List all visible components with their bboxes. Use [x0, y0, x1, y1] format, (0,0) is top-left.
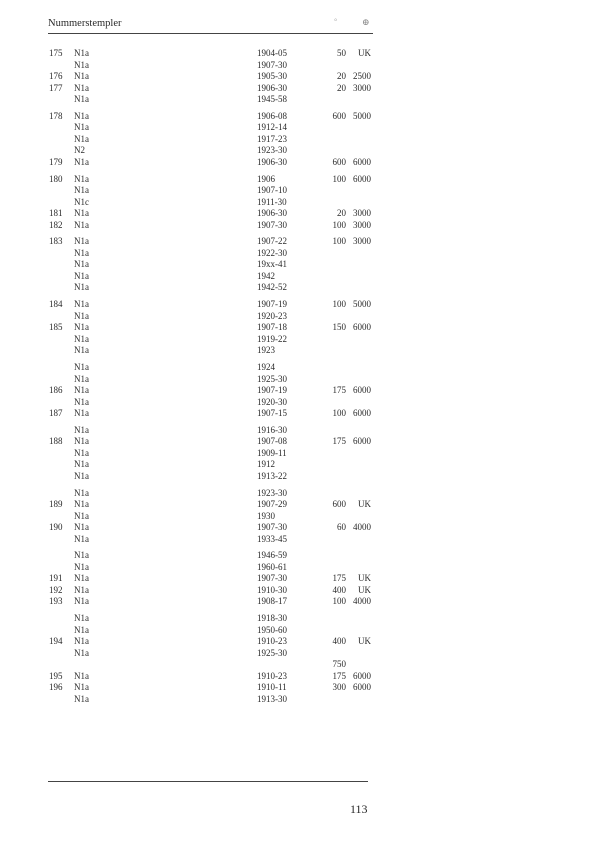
table-row: [0, 408, 595, 419]
stamp-type: N1a: [74, 82, 89, 93]
years-in-use: 1906-30: [257, 156, 287, 167]
stamp-number: 195: [49, 670, 63, 681]
stamp-number: 178: [49, 110, 63, 121]
price-loose: 100: [332, 299, 346, 310]
stamp-type: N1a: [74, 550, 89, 561]
price-cover: UK: [358, 573, 371, 584]
price-loose: 100: [332, 236, 346, 247]
price-cover: 6000: [353, 436, 371, 447]
table-row: [0, 471, 595, 482]
years-in-use: 19xx-41: [257, 259, 287, 270]
table-row: [0, 48, 595, 59]
table-row: [0, 550, 595, 561]
stamp-type: N1a: [74, 345, 89, 356]
stamp-type: N1a: [74, 133, 89, 144]
stamp-number: 194: [49, 636, 63, 647]
stamp-number: 188: [49, 436, 63, 447]
table-row: [0, 459, 595, 470]
table-row: [0, 122, 595, 133]
price-loose: 175: [332, 573, 346, 584]
years-in-use: 1923: [257, 345, 275, 356]
table-row: [0, 648, 595, 659]
stamp-type: N1a: [74, 533, 89, 544]
table-row: [0, 83, 595, 94]
years-in-use: 1905-30: [257, 71, 287, 81]
stamp-type: N1a: [74, 499, 89, 510]
years-in-use: 1913-22: [257, 470, 287, 481]
table-row: [0, 511, 595, 522]
stamp-type: N1a: [74, 408, 89, 418]
table-row: [0, 613, 595, 624]
stamp-type: N1a: [74, 362, 89, 372]
table-row: [0, 71, 595, 82]
stamp-type: N1a: [74, 436, 89, 447]
table-row: [0, 385, 595, 396]
table-row: [0, 282, 595, 293]
table-row: [0, 208, 595, 219]
price-loose: 100: [332, 173, 346, 184]
price-loose: 20: [337, 82, 346, 93]
years-in-use: 1907-18: [257, 322, 287, 333]
table-row: [0, 271, 595, 282]
stamp-number: 180: [49, 173, 63, 184]
stamp-type: N1a: [74, 48, 89, 58]
table-row: [0, 573, 595, 584]
stamp-number: 189: [49, 499, 63, 510]
stamp-type: N1a: [74, 236, 89, 247]
table-row: [0, 299, 595, 310]
years-in-use: 1930: [257, 510, 275, 521]
stamp-type: N1a: [74, 647, 89, 658]
years-in-use: 1906-08: [257, 110, 287, 121]
stamp-number: 177: [49, 82, 63, 93]
table-row: [0, 585, 595, 596]
table-row: [0, 248, 595, 259]
stamp-type: N1a: [74, 310, 89, 321]
years-in-use: 1913-30: [257, 693, 287, 704]
years-in-use: 1946-59: [257, 550, 287, 561]
header-mark-small: °: [334, 17, 338, 26]
table-row: [0, 694, 595, 705]
price-loose: 20: [337, 71, 346, 81]
stamp-type: N1a: [74, 613, 89, 624]
stamp-type: N1a: [74, 487, 89, 498]
price-cover: 6000: [353, 682, 371, 693]
price-loose: 60: [337, 522, 346, 533]
table-row: [0, 488, 595, 499]
years-in-use: 1907-30: [257, 59, 287, 70]
years-in-use: 1907-22: [257, 236, 287, 247]
price-loose: 300: [332, 682, 346, 693]
table-row: [0, 562, 595, 573]
stamp-number: 192: [49, 584, 63, 595]
years-in-use: 1907-19: [257, 385, 287, 395]
years-in-use: 1910-23: [257, 670, 287, 681]
years-in-use: 1907-15: [257, 408, 287, 418]
years-in-use: 1920-30: [257, 396, 287, 407]
years-in-use: 1906-30: [257, 82, 287, 93]
table-row: [0, 522, 595, 533]
stamp-number: 193: [49, 596, 63, 607]
price-loose: 100: [332, 596, 346, 607]
price-cover: 3000: [353, 236, 371, 247]
years-in-use: 1945-58: [257, 94, 287, 104]
years-in-use: 1907-30: [257, 219, 287, 230]
stamp-number: 185: [49, 322, 63, 333]
years-in-use: 1912: [257, 459, 275, 470]
price-loose: 400: [332, 636, 346, 647]
stamp-type: N1a: [74, 333, 89, 344]
table-row: [0, 236, 595, 247]
stamp-type: N1a: [74, 510, 89, 521]
stamp-type: N1c: [74, 196, 89, 207]
table-row: [0, 145, 595, 156]
years-in-use: 1907-08: [257, 436, 287, 447]
price-cover: UK: [358, 636, 371, 647]
price-cover: UK: [358, 499, 371, 510]
years-in-use: 1923-30: [257, 487, 287, 498]
stamp-type: N1a: [74, 624, 89, 635]
price-loose: 600: [332, 499, 346, 510]
stamp-type: N1a: [74, 561, 89, 572]
stamp-number: 184: [49, 299, 63, 310]
stamp-number: 176: [49, 71, 63, 81]
years-in-use: 1950-60: [257, 624, 287, 635]
stamp-number: 186: [49, 385, 63, 395]
years-in-use: 1925-30: [257, 373, 287, 384]
years-in-use: 1911-30: [257, 196, 287, 207]
stamp-type: N1a: [74, 470, 89, 481]
stamp-number: 179: [49, 156, 63, 167]
table-row: [0, 60, 595, 71]
years-in-use: 1918-30: [257, 613, 287, 624]
years-in-use: 1910-11: [257, 682, 287, 693]
table-row: [0, 94, 595, 105]
table-row: [0, 534, 595, 545]
price-cover: 6000: [353, 385, 371, 395]
stamp-type: N1a: [74, 385, 89, 395]
price-cover: 4000: [353, 596, 371, 607]
stamp-number: 196: [49, 682, 63, 693]
header-registration-mark: ⊕: [362, 17, 370, 27]
years-in-use: 1909-11: [257, 447, 287, 458]
stamp-type: N1a: [74, 173, 89, 184]
stamp-type: N1a: [74, 71, 89, 81]
price-cover: 6000: [353, 322, 371, 333]
years-in-use: 1906: [257, 173, 275, 184]
price-cover: 2500: [353, 71, 371, 81]
price-cover: UK: [358, 584, 371, 595]
stamp-type: N1a: [74, 259, 89, 270]
table-row: [0, 448, 595, 459]
price-cover: 6000: [353, 408, 371, 418]
stamp-type: N1a: [74, 522, 89, 533]
table-row: [0, 311, 595, 322]
stamp-type: N1a: [74, 636, 89, 647]
page-number: 113: [350, 802, 368, 816]
price-cover: UK: [358, 48, 371, 58]
stamp-type: N1a: [74, 682, 89, 693]
table-row: [0, 197, 595, 208]
years-in-use: 1924: [257, 362, 275, 372]
years-in-use: 1933-45: [257, 533, 287, 544]
stamp-type: N1a: [74, 156, 89, 167]
years-in-use: 1906-30: [257, 208, 287, 219]
price-loose: 400: [332, 584, 346, 595]
years-in-use: 1923-30: [257, 145, 287, 156]
stamp-type: N1a: [74, 219, 89, 230]
price-cover: 5000: [353, 110, 371, 121]
table-row: [0, 374, 595, 385]
table-row: [0, 625, 595, 636]
table-row: [0, 671, 595, 682]
years-in-use: 1925-30: [257, 647, 287, 658]
price-cover: 6000: [353, 670, 371, 681]
stamp-type: N1a: [74, 693, 89, 704]
years-in-use: 1916-30: [257, 424, 287, 435]
price-loose: 175: [332, 385, 346, 395]
table-row: [0, 499, 595, 510]
table-row: [0, 596, 595, 607]
stamp-type: N1a: [74, 247, 89, 258]
table-row: [0, 659, 595, 670]
price-loose: 175: [332, 670, 346, 681]
stamp-type: N1a: [74, 322, 89, 333]
stamp-number: 187: [49, 408, 63, 418]
stamp-type: N1a: [74, 396, 89, 407]
price-loose: 600: [332, 156, 346, 167]
stamp-type: N2: [74, 145, 85, 156]
stamp-type: N1a: [74, 447, 89, 458]
table-row: [0, 436, 595, 447]
price-loose: 100: [332, 219, 346, 230]
table-row: [0, 174, 595, 185]
stamp-type: N1a: [74, 459, 89, 470]
price-loose: 600: [332, 110, 346, 121]
stamp-type: N1a: [74, 282, 89, 293]
table-row: [0, 111, 595, 122]
price-loose: 750: [332, 659, 346, 670]
years-in-use: 1908-17: [257, 596, 287, 607]
price-loose: 20: [337, 208, 346, 219]
years-in-use: 1917-23: [257, 133, 287, 144]
stamp-number: 182: [49, 219, 63, 230]
page-title: Nummerstempler: [48, 18, 122, 29]
price-cover: 6000: [353, 156, 371, 167]
table-row: [0, 425, 595, 436]
price-loose: 100: [332, 408, 346, 418]
table-row: [0, 259, 595, 270]
price-loose: 50: [337, 48, 346, 58]
stamp-type: N1a: [74, 110, 89, 121]
years-in-use: 1907-19: [257, 299, 287, 310]
years-in-use: 1942-52: [257, 282, 287, 293]
stamp-number: 183: [49, 236, 63, 247]
years-in-use: 1907-10: [257, 185, 287, 196]
stamp-type: N1a: [74, 59, 89, 70]
stamp-type: N1a: [74, 185, 89, 196]
page-header: [48, 13, 373, 34]
stamp-type: N1a: [74, 670, 89, 681]
years-in-use: 1904-05: [257, 48, 287, 58]
price-loose: 175: [332, 436, 346, 447]
stamp-type: N1a: [74, 424, 89, 435]
stamp-number: 190: [49, 522, 63, 533]
years-in-use: 1920-23: [257, 310, 287, 321]
years-in-use: 1910-30: [257, 584, 287, 595]
stamp-type: N1a: [74, 596, 89, 607]
price-cover: 5000: [353, 299, 371, 310]
price-cover: 3000: [353, 82, 371, 93]
years-in-use: 1912-14: [257, 122, 287, 133]
price-cover: 3000: [353, 208, 371, 219]
table-row: [0, 362, 595, 373]
years-in-use: 1910-23: [257, 636, 287, 647]
years-in-use: 1907-30: [257, 522, 287, 533]
stamp-number: 181: [49, 208, 63, 219]
stamp-type: N1a: [74, 94, 89, 104]
table-row: [0, 185, 595, 196]
price-loose: 150: [332, 322, 346, 333]
years-in-use: 1922-30: [257, 247, 287, 258]
table-row: [0, 682, 595, 693]
years-in-use: 1907-29: [257, 499, 287, 510]
stamp-type: N1a: [74, 573, 89, 584]
table-row: [0, 345, 595, 356]
stamp-type: N1a: [74, 584, 89, 595]
stamp-type: N1a: [74, 299, 89, 310]
table-row: [0, 397, 595, 408]
table-row: [0, 134, 595, 145]
years-in-use: 1907-30: [257, 573, 287, 584]
stamp-number: 175: [49, 48, 63, 58]
years-in-use: 1919-22: [257, 333, 287, 344]
table-row: [0, 157, 595, 168]
years-in-use: 1942: [257, 270, 275, 281]
stamp-type: N1a: [74, 373, 89, 384]
table-row: [0, 322, 595, 333]
stamp-type: N1a: [74, 122, 89, 133]
stamp-type: N1a: [74, 270, 89, 281]
price-cover: 4000: [353, 522, 371, 533]
table-row: [0, 220, 595, 231]
stamp-number: 191: [49, 573, 63, 584]
footer-rule: [48, 781, 368, 782]
years-in-use: 1960-61: [257, 561, 287, 572]
price-cover: 3000: [353, 219, 371, 230]
table-row: [0, 636, 595, 647]
table-row: [0, 334, 595, 345]
stamp-type: N1a: [74, 208, 89, 219]
price-cover: 6000: [353, 173, 371, 184]
